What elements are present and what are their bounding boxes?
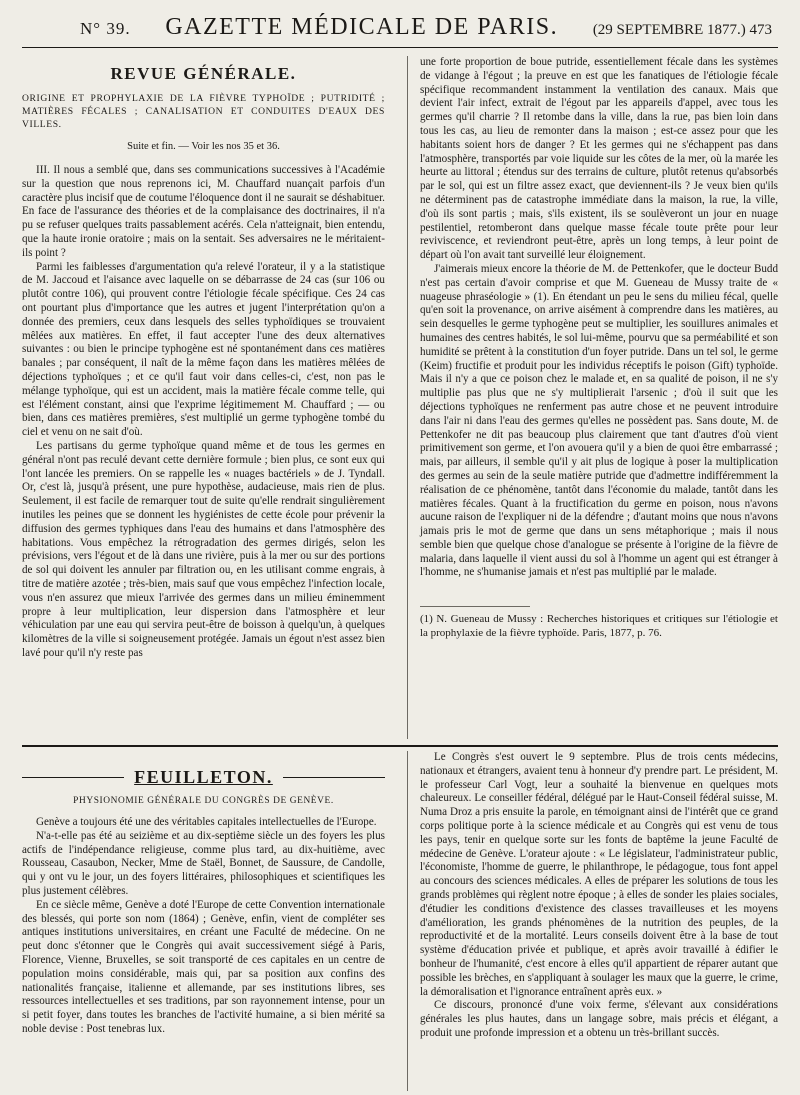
feuilleton-section	[22, 751, 778, 1091]
revue-paragraph: J'aimerais mieux encore la théorie de M. de Pettenkofer, que le docteur Budd n'est pas certain d'avoir comprise et que M. Gueneau de Mussy traite de « nuageuse phraséologie » (1). En étendant un peu le sens du milieu fécal, quelle qu'en soit la provenance, on arrive aisément à comprendre dans les matières, au sein desquelles le germe typhogène peut se multiplier, les souillures animales et humaines des centres habités, le sol lui-même, pourvu que sa perméabilité et son humidité se prêtent à la constitution d'un foyer putride. Dans un tel sol, le germe (Keim) fructifie et produit pour les individus réceptifs le poison (Gift) typhoïde. Mais il n'y a que ce poison chez le malade et, en sa qualité de poison, il ne s'y multiplie pas plus que ne s'y multiplierait l'arsenic ; d'où il suit que les déjections typhoïques ne renferment pas autre chose et ne peuvent introduire dans l'air ni dans l'eau des germes qu'elles ne possèdent pas. Sans doute, M. de Pettenkofer ne dit pas beaucoup plus clairement que tant d'autres d'où vient primitivement son germe, et l'on avouera qu'il y a bien de quoi être embarrassé ; mais, par ailleurs, il semble qu'il y ait plus de logique à poser la multiplication des germes au sein de la seule matière putride que d'admettre indifféremment la réalisation de ce phénomène, tantôt dans l'économie du malade, tantôt dans les matières fécales. Quant à la fructification du germe en poison, nous n'avons aucune raison de l'expliquer ni de la défendre ; d'autant moins que nous n'avons jamais pris le mot de germe que dans un sens métaphorique ; mais il nous semble bien que quelque chose d'analogue se présente à l'origine de la fièvre de malaria, dans laquelle il vient aussi du sol à l'homme un agent qui est étranger à l'homme, ne s'humanise jamais et n'est pas multiplié par le malade.	[419, 262, 778, 579]
feuilleton-header	[22, 767, 385, 788]
masthead	[22, 14, 778, 48]
revue-right-column	[407, 56, 778, 739]
issue-date-page: (29 SEPTEMBRE 1877.) 473	[592, 22, 772, 38]
section-divider	[22, 745, 778, 747]
revue-title: REVUE GÉNÉRALE.	[110, 64, 297, 83]
revue-generale-section	[22, 56, 778, 739]
footnote: (1) N. Gueneau de Mussy : Recherches historiques et critiques sur l'étiologie et la prophylaxie de la fièvre typhoïde. Paris, 1877, p. 76.	[419, 613, 778, 639]
feuilleton-paragraph: Genève a toujours été une des véritables capitales intellectuelles de l'Europe.	[36, 816, 377, 828]
feuilleton-title: FEUILLETON.	[134, 767, 273, 787]
revue-paragraph: III. Il nous a semblé que, dans ses communications successives à l'Académie sur la question que nous reprenons ici, M. Chauffard nuançait parfois d'un caractère plus incisif que de coutume l'éloquence dont il ne saurait se déshabituer. En face de l'assurance des théories et de la complaisance des doctrinaires, il n'a pu se refuser quelques traits passablement acérés. Cela n'atteignait, bien entendu, que la haute ironie oratoire ; mais on la sentait. Ses adversaires ne le méritaient-ils point ?	[22, 164, 385, 259]
revue-paragraph: Les partisans du germe typhoïque quand même et de tous les germes en général n'ont pas reculé devant cette dernière formule ; bien plus, ce sont eux qui l'ont lancée les premiers. On se rappelle les « nuages bactériels » de J. Tyndall. Or, c'est là, jusqu'à présent, une pure hypothèse, audacieuse, mais rien de plus. Seulement, il est facile de remarquer tout de suite qu'elle rendrait singulièrement inutiles les peines que se donnent les hygiénistes de cette école pour prévenir la diffusion des germes typhiques dans l'eau des humains et dans l'atmosphère des habitations. Vous empêchez la rétrogradation des germes dirigés, selon les prévisions, vers l'égout et de là dans une rivière, puis à la mer ou sur des portions de sol qui doivent les annuler par filtration ou, en les utilisant comme engrais, à titre de matière azotée ; très-bien, mais sauf que vous empêchez l'infection locale, vous n'en assurez que mieux l'arrivée des germes dans un milieu éminemment propre à leur multiplication, leur dispersion dans l'atmosphère et leur véhiculation par une eau qui servira peut-être de boisson à quelqu'un, à quelques kilomètres de la ville si soigneusement protégée. Jamais un égout n'est assez bien lavé pour qu'il n'y reste pas	[22, 439, 385, 659]
feuilleton-paragraph: Ce discours, prononcé d'une voix ferme, s'élevant aux considérations générales les plus hautes, dans un langage sobre, mais précis et élégant, a produit une profonde impression et a obtenu un très-brillant succès.	[419, 999, 778, 1039]
revue-subject: ORIGINE ET PROPHYLAXIE DE LA FIÈVRE TYPHOÏDE ; PUTRIDITÉ ; MATIÈRES FÉCALES ; CANALISATION ET CONDUITES D'EAUX DES VILLES.	[22, 93, 385, 130]
feuilleton-left-column	[22, 751, 393, 1091]
continuation-note: Suite et fin. — Voir les nos 35 et 36.	[127, 141, 280, 152]
feuilleton-paragraph: Le Congrès s'est ouvert le 9 septembre. Plus de trois cents médecins, nationaux et étrangers, avaient tenu à honneur d'y prendre part. Le président, M. le professeur Carl Vogt, leur a souhaité la bienvenue en quelques mots chaleureux. Le conseiller fédéral, délégué par le Haut-Conseil fédéral suisse, M. Numa Droz a pris ensuite la parole, en témoignant ainsi de l'intérêt que ce grand corps politique porte à la science médicale et au Congrès qui est venu de tous les pays, tenir en quelque sorte sur les fonts de baptême la jeune Faculté de médecine de Genève. L'orateur ajoute : « Le législateur, l'administrateur public, l'économiste, l'homme de guerre, le philanthrope, le pédagogue, tous font appel au concours des sciences médicales. A elles de préparer les solutions de tous les grands problèmes qui règlent notre époque ; à elles de sonder les plaies sociales, d'étudier les conditions d'existence des classes travailleuses et les moyens d'amélioration, les grands phénomènes de la nutrition des peuples, de la reproductivité et de la mortalité. Leurs conseils doivent être à la base de tout système d'éducation privée et publique, et après avoir travaillé à édifier le bonheur de l'humanité, c'est encore à elles qu'il appartient de réparer autant que possible les brèches, en s'appliquant à soulager les maux que la guerre, le crime, la démoralisation et l'ignorance entraînent après eux. »	[419, 751, 778, 998]
revue-paragraph: Parmi les faiblesses d'argumentation qu'a relevé l'orateur, il y a la statistique de M. Jaccoud et l'aisance avec laquelle on se débarrasse de 24 cas (sur 106 ou plutôt contre 106), qui prouvent contre l'étiologie fécale spécifique. Ces 24 cas ont pourtant plus d'importance que les autres et jugent l'interprétation qu'on a donnée des premiers, ceux dans lesquels des selles typhoïdiques se trouvaient mêlées aux matières. En effet, il faut accepter l'une des deux alternatives suivantes : ou bien le principe typhogène est né spontanément dans ces matières banales ; par conséquent, il naît de la même façon dans les matières mêlées de déjections typhoïques ; et ce qu'il faut voir dans celles-ci, c'est, non pas le mélange typhoïque, qui est un accident, mais la matière fécale comme telle, qui est l'élément constant, ainsi que l'exprime légitimement M. Chauffard ; — ou bien, dans ces matières premières, s'est multiplié un germe typhogène tombé du ciel et venu on ne sait d'où.	[22, 260, 385, 439]
footnote-rule	[420, 606, 530, 607]
feuilleton-rule-right	[283, 777, 385, 778]
revue-paragraph: une forte proportion de boue putride, essentiellement fécale dans les systèmes de vidange à l'égout ; la preuve en est que les fanatiques de l'étiologie fécale spécifique recommandent instamment la ventilation des canaux. Mais que devient l'air infect, extrait de l'égout par les appareils d'appel, avec tous les germes qu'il charrie ? Il retombe dans la ville, dans la rue, pas bien loin dans tous les cas, au lieu de remonter dans la maison ; est-ce assez pour que les habitants soient hors de danger ? Et les germes qui ne s'échappent pas dans l'atmosphère, transportés par voie liquide sur les côtes de la mer, où la marée les heurte au littoral ; étendus sur des terrains de culture, plutôt retenus qu'absorbés par le sol, qui est un filtre assez exact, que deviennent-ils ? Je veux bien qu'ils ne déterminent pas de catastrophe immédiate dans la maison, la rue, la ville, d'où ils sont partis ; mais, s'ils existent, ils se soulèveront un jour en nuage pestilentiel, retomberont dans quelque masse fécale toute prête pour leur reviviscence, et reviendront peut-être, après un long temps, à leur point de départ où l'on avait tant surveillé leur éloignement.	[419, 56, 778, 262]
newspaper-title: GAZETTE MÉDICALE DE PARIS.	[165, 14, 559, 40]
issue-number: N° 39.	[80, 19, 131, 38]
feuilleton-right-column	[407, 751, 778, 1091]
feuilleton-rule-left	[22, 777, 124, 778]
feuilleton-paragraph: N'a-t-elle pas été au seizième et au dix-septième siècle un des foyers les plus actifs de l'indépendance religieuse, comme plus tard, au dix-huitième, avec Rousseau, Casaubon, Necker, Mme de Staël, Bonnet, de Saussure, de Candolle, qui y ont vu le jour, un des foyers littéraires, philosophiques et scientifiques les plus justement célèbres.	[22, 829, 385, 897]
revue-left-column	[22, 56, 393, 739]
feuilleton-paragraph: En ce siècle même, Genève a doté l'Europe de cette Convention internationale des blessés, qui porte son nom (1864) ; Genève, enfin, vient de compléter ses antiques institutions universitaires, en créant une Faculté de médecine. On ne peut donc s'étonner que le Congrès qui avait successivement siégé à Paris, Florence, Vienne, Bruxelles, se soit transporté de ces capitales en un centre de population moins considérable, mais qui, par sa position aux confins des nationalités française, italienne et allemande, par ses institutions libres, ses ressources intellectuelles et ses traditions, par son rayonnement intense, pour un si petit foyer, dans toutes les branches de l'activité humaine, a si bien mérité sa noble devise : Post tenebras lux.	[22, 898, 385, 1035]
feuilleton-subtitle: PHYSIONOMIE GÉNÉRALE DU CONGRÈS DE GENÈVE.	[73, 796, 334, 806]
